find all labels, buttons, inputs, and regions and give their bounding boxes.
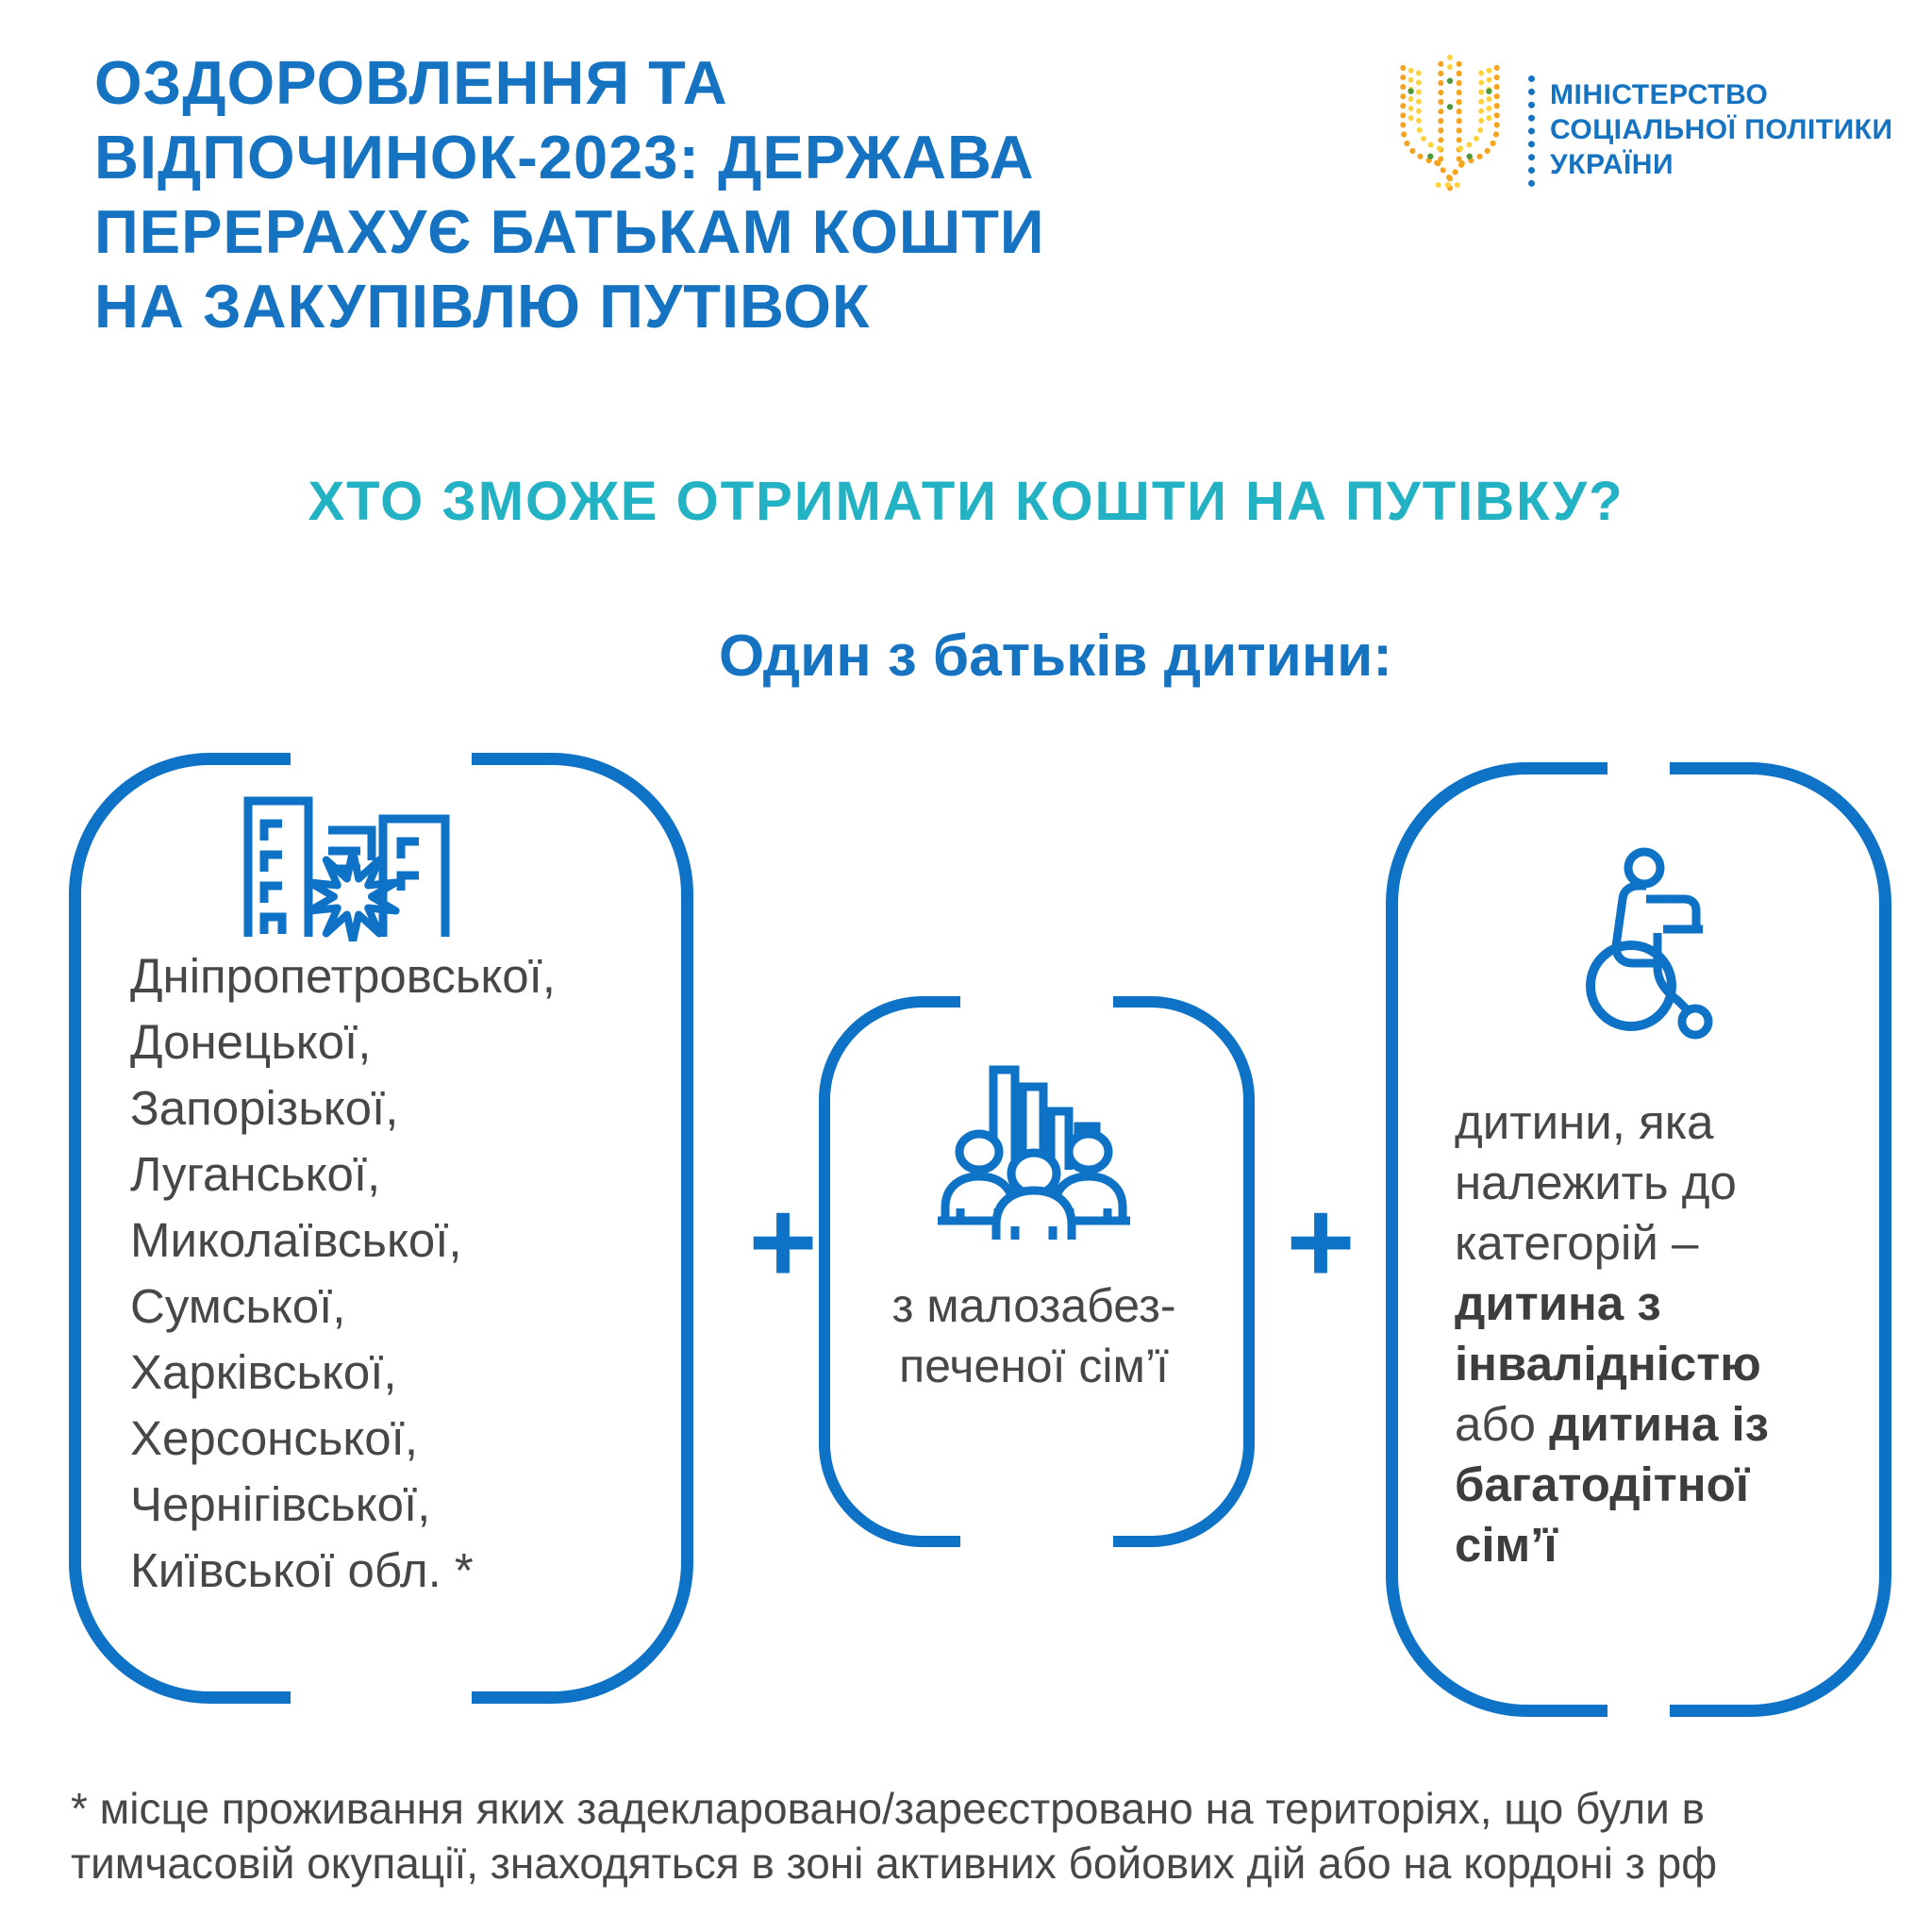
child-wheelchair-icon (1552, 842, 1724, 1052)
text-segment: або (1455, 1397, 1550, 1451)
text-line: Харківської, (130, 1345, 397, 1399)
text-segment: дитини, яка належить до категорій – (1455, 1095, 1737, 1270)
text-line: МІНІСТЕРСТВО (1550, 79, 1769, 110)
text-line: ОЗДОРОВЛЕННЯ ТА (94, 48, 728, 117)
text-line: Київської обл. * (130, 1543, 474, 1597)
text-line: з малозабез- (891, 1279, 1176, 1332)
text-line: Миколаївської, (130, 1213, 462, 1267)
regions-list (130, 943, 658, 1604)
text-line: НА ЗАКУПІВЛЮ ПУТІВОК (94, 272, 871, 341)
text-line: печеної сім’ї (899, 1340, 1169, 1392)
ministry-logo (1385, 55, 1893, 198)
text-line: Сумської, (130, 1279, 346, 1333)
text-line: ВІДПОЧИНОК-2023: ДЕРЖАВА (94, 123, 1035, 192)
ukraine-trident-icon (1385, 55, 1515, 198)
ministry-name (1550, 77, 1893, 182)
text-line: Запорізької, (130, 1081, 399, 1135)
logo-separator (1528, 75, 1535, 187)
text-segment: дитина з інвалідністю (1455, 1276, 1761, 1391)
text-line: * місце проживання яких задекларовано/зареєстровано на територіях, що були в (71, 1784, 1706, 1833)
text-line: УКРАЇНИ (1550, 149, 1674, 180)
text-line: Донецької, (130, 1015, 372, 1069)
text-segment: дитина із багатодітної сім’ї (1455, 1397, 1770, 1572)
destroyed-buildings-icon (239, 792, 486, 941)
plus-sign-1: + (748, 1176, 818, 1308)
low-income-label (840, 1275, 1228, 1396)
text-line: тимчасовій окупації, знаходяться в зоні активних бойових дій або на кордоні з рф (71, 1839, 1718, 1888)
text-line: Чернігівської, (130, 1477, 431, 1531)
plus-sign-2: + (1286, 1176, 1356, 1308)
page-title (94, 45, 1377, 343)
low-income-family-icon (924, 1058, 1143, 1243)
text-line: СОЦІАЛЬНОЇ ПОЛІТИКИ (1550, 114, 1893, 145)
subheading: Один з батьків дитини: (719, 624, 1392, 689)
text-line: Луганської, (130, 1147, 381, 1201)
text-line: Дніпропетровської, (130, 949, 556, 1003)
categories-text (1455, 1092, 1806, 1575)
footnote (71, 1781, 1891, 1890)
text-line: ПЕРЕРАХУЄ БАТЬКАМ КОШТИ (94, 197, 1045, 266)
question-heading: ХТО ЗМОЖЕ ОТРИМАТИ КОШТИ НА ПУТІВКУ? (308, 471, 1624, 532)
text-line: Херсонської, (130, 1411, 419, 1465)
